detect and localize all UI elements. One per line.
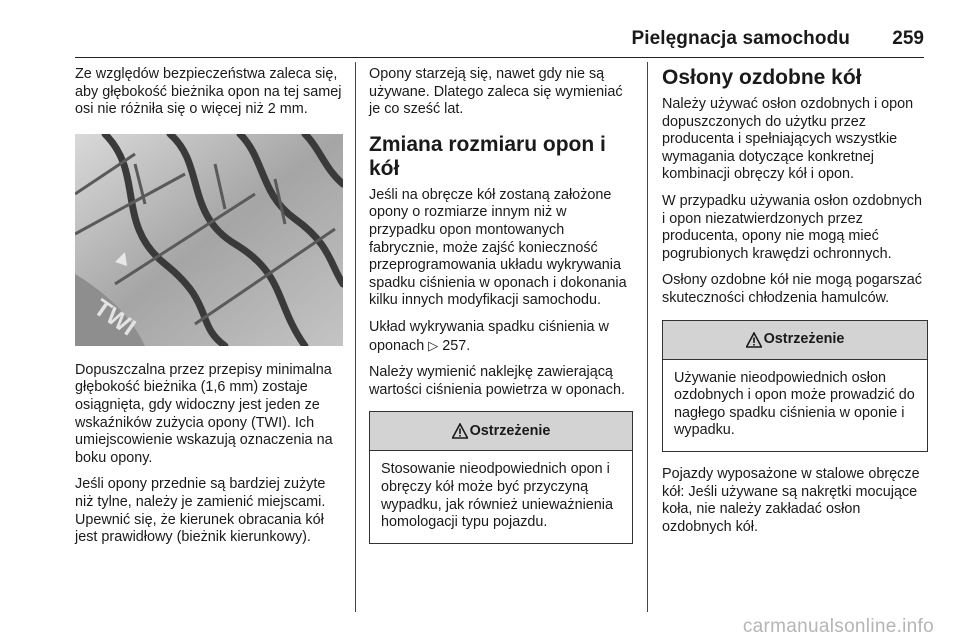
- warning-header: [663, 321, 927, 360]
- warning-box: [369, 411, 633, 543]
- paragraph: Pojazdy wyposażone w stalowe obręcze kół: Jeśli używane są nakrętki mocujące koła, nie należy zakładać osłon ozdobnych kół.: [662, 465, 920, 535]
- paragraph: [369, 319, 633, 355]
- paragraph: Dopuszczalna przez przepisy minimalna głębokość bieżnika (1,6 mm) zostaje osiągnięta, gdy widoczny jest jeden ze wskaźników zużycia opony (TWI). Ich umiejscowienie wskazują oznaczenia na boku opony.: [75, 361, 333, 466]
- warning-box: [662, 320, 928, 452]
- paragraph: W przypadku używania osłon ozdobnych i opon niezatwierdzonych przez producenta, opony nie mogą mieć pogrubionych krawędzi ochronnych.: [662, 192, 922, 262]
- paragraph-text: Układ wykrywania spadku ciśnienia w oponach: [369, 318, 609, 354]
- page-number: 259: [892, 28, 924, 49]
- tire-tread-photo: [75, 134, 343, 346]
- section-heading: Zmiana rozmiaru opon i kół: [369, 132, 606, 180]
- section-heading: Osłony ozdobne kół: [662, 66, 862, 89]
- twi-marking-text: TWI: [88, 293, 141, 342]
- column-right: [662, 66, 928, 545]
- paragraph: Jeśli opony przednie są bardziej zużyte niż tylne, należy je zamienić miejscami. Upewnić się, że kierunek obracania kół jest prawidłowy (bieżnik kierunkowy).: [75, 476, 326, 546]
- column-divider: [647, 62, 648, 612]
- paragraph: Należy używać osłon ozdobnych i opon dopuszczonych do użytku przez producenta i spełniających wszystkie wymagania dotyczące konkretnej kombinacji obręczy kół i opon.: [662, 96, 914, 183]
- page-reference-icon: ▷: [428, 337, 439, 353]
- warning-triangle-icon: [452, 423, 468, 439]
- page-header: [0, 0, 960, 56]
- page-reference[interactable]: 257.: [442, 337, 471, 354]
- section-title: Pielęgnacja samochodu: [631, 28, 850, 49]
- column-left: [75, 66, 343, 556]
- warning-body: Używanie nieodpowiednich osłon ozdobnych i opon może prowadzić do nagłego spadku ciśnienia w oponie i wypadku.: [674, 369, 915, 439]
- warning-title: Ostrzeżenie: [763, 330, 845, 347]
- warning-triangle-icon: [746, 332, 762, 348]
- watermark: carmanualsonline.info: [742, 616, 934, 637]
- warning-body: Stosowanie nieodpowiednich opon i obręczy kół może być przyczyną wypadku, jak również unieważnienia homologacji typu pojazdu.: [381, 461, 613, 531]
- paragraph: Należy wymienić naklejkę zawierającą wartości ciśnienia powietrza w oponach.: [369, 364, 625, 398]
- warning-header: [370, 412, 632, 451]
- paragraph: Opony starzeją się, nawet gdy nie są używane. Dlatego zaleca się wymieniać je co sześć lat.: [369, 66, 623, 118]
- header-rule: [75, 57, 924, 58]
- paragraph: Osłony ozdobne kół nie mogą pogarszać skuteczności chłodzenia hamulców.: [662, 272, 922, 306]
- paragraph: Ze względów bezpieczeństwa zaleca się, aby głębokość bieżnika opon na tej samej osi nie różniła się o więcej niż 2 mm.: [75, 66, 342, 118]
- column-divider: [355, 62, 356, 612]
- warning-title: Ostrzeżenie: [469, 422, 551, 439]
- paragraph: Jeśli na obręcze kół zostaną założone opony o rozmiarze innym niż w przypadku opon montowanych fabrycznie, może zajść konieczność przeprogramowania układu wykrywania spadku ciśnienia w oponach i dokonania kilku innych modyfikacji samochodu.: [369, 186, 627, 309]
- column-middle: [369, 66, 633, 558]
